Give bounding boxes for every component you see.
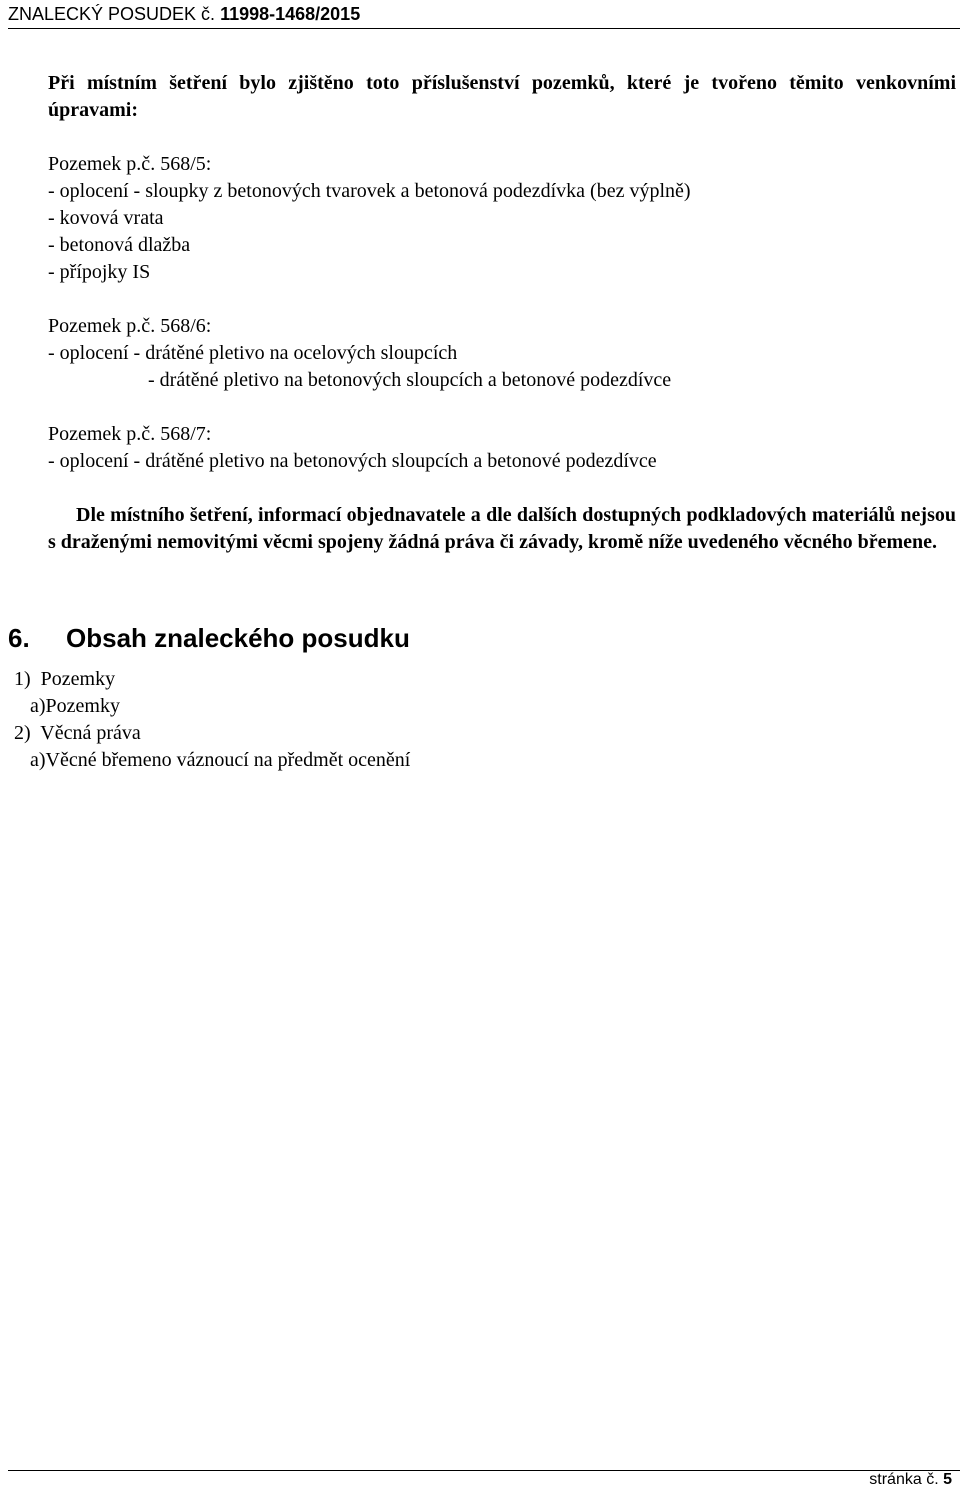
- parcel-item: - oplocení - drátěné pletivo na ocelových sloupcích: [48, 342, 458, 364]
- document-footer: [8, 1470, 960, 1490]
- toc-subitem: a)Věcné břemeno váznoucí na předmět ocenění: [30, 749, 411, 771]
- parcel-568-5: [48, 151, 956, 286]
- toc-item: 2) Věcná práva: [14, 722, 141, 744]
- header-prefix: ZNALECKÝ POSUDEK č.: [8, 4, 221, 24]
- page-label: stránka č.: [869, 1471, 944, 1488]
- parcel-title: Pozemek p.č. 568/5:: [48, 153, 212, 175]
- toc-item: 1) Pozemky: [14, 668, 116, 690]
- parcel-title: Pozemek p.č. 568/6:: [48, 315, 212, 337]
- table-of-contents: [14, 666, 410, 774]
- parcel-568-6: [48, 313, 956, 394]
- section-number: 6.: [8, 623, 30, 653]
- section-title: Obsah znaleckého posudku: [66, 623, 410, 653]
- parcel-568-7: [48, 421, 956, 475]
- report-number: 11998-1468/2015: [220, 4, 361, 24]
- rights-statement: Dle místního šetření, informací objednavatele a dle dalších dostupných podkladových materiálů nejsou s draženými nemovitými věcmi spojeny žádná práva či závady, kromě níže uvedeného věcného břemene.: [48, 504, 956, 553]
- document-body: [48, 70, 956, 556]
- parcel-item: - drátěné pletivo na betonových sloupcích a betonové podezdívce: [148, 369, 672, 391]
- parcel-item: - oplocení - drátěné pletivo na betonových sloupcích a betonové podezdívce: [48, 450, 657, 472]
- parcel-item: - betonová dlažba: [48, 234, 191, 256]
- document-header: [8, 2, 960, 29]
- parcel-item: - přípojky IS: [48, 261, 151, 283]
- parcel-item: - kovová vrata: [48, 207, 164, 229]
- section-heading: [8, 620, 410, 656]
- page-number: [869, 1471, 952, 1489]
- parcel-title: Pozemek p.č. 568/7:: [48, 423, 212, 445]
- toc-subitem: a)Pozemky: [30, 695, 120, 717]
- intro-paragraph: Při místním šetření bylo zjištěno toto příslušenství pozemků, které je tvořeno těmito venkovními úpravami:: [48, 72, 956, 121]
- page-value: 5: [943, 1471, 952, 1488]
- parcel-item: - oplocení - sloupky z betonových tvarovek a betonová podezdívka (bez výplně): [48, 180, 691, 202]
